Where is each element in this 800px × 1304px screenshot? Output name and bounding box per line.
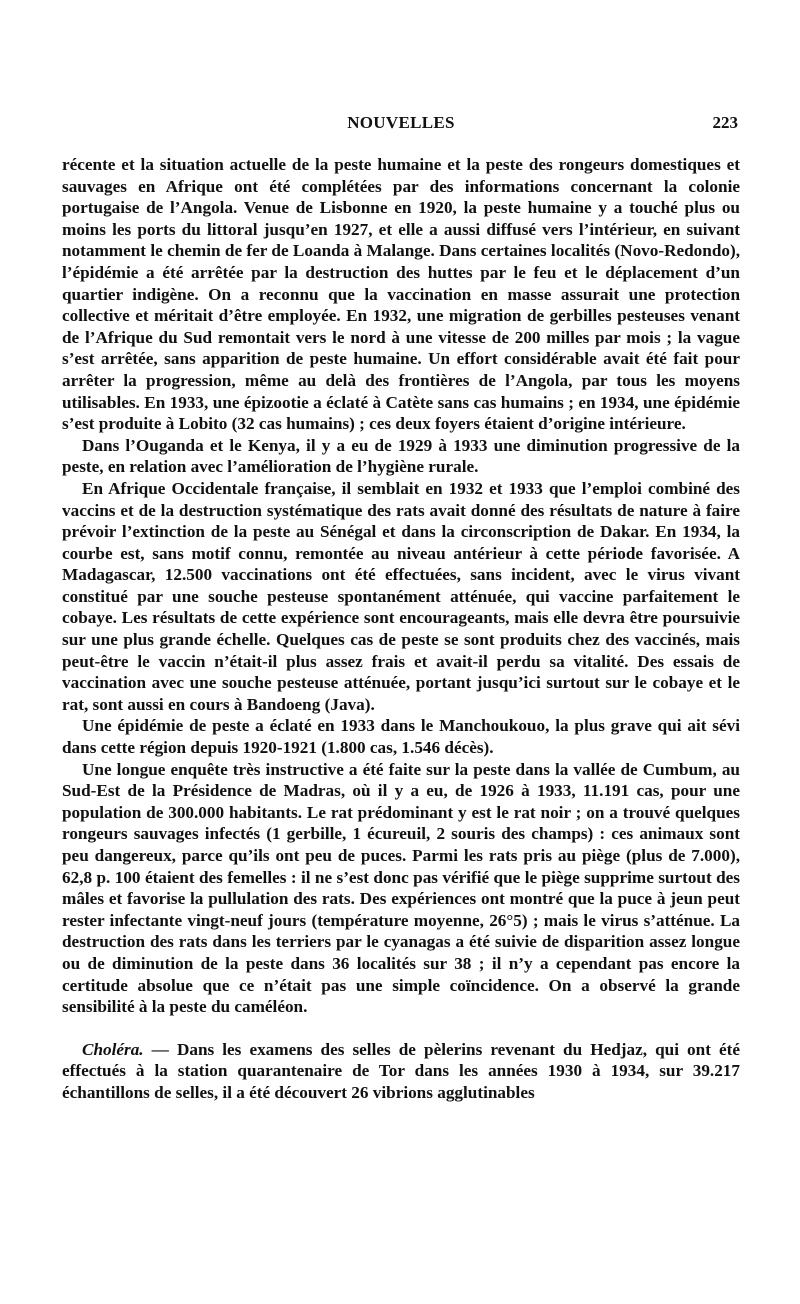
paragraph-cumbum: Une longue enquête très instructive a été faite sur la peste dans la vallée de Cumbum, au Sud-Est de la Présidence de Madras, où il y a eu, de 1926 à 1933, 11.191 cas, pour une population de 300.000 habitants. Le rat prédominant y est le rat noir ; on a trouvé quelques rongeurs sauvages infectés (1 gerbille, 1 écureuil, 2 souris des champs) : ces animaux sont peu dangereux, parce qu’ils ont peu de puces. Parmi les rats pris au piège (plus de 7.000), 62,8 p. 100 étaient des femelles : il ne s’est donc pas vérifié que le piège supprime surtout des mâles et favorise la pullulation des rats. Des expériences ont montré que la puce à jeun peut rester infectante vingt-neuf jours (température moyenne, 26°5) ; mais le virus s’atténue. La destruction des rats dans les terriers par le cyanagas a été suivie de disparition assez longue ou de diminution de la peste dans 36 localités sur 38 ; il n’y a cependant pas encore la certitude absolue que ce n’était pas une simple coïncidence. On a observé la grande sensibilité à la peste du caméléon. [62, 759, 740, 1017]
running-title: NOUVELLES [347, 113, 455, 132]
paragraph-afrique-occidentale: En Afrique Occidentale française, il semblait en 1932 et 1933 que l’emploi combiné des vaccins et de la destruction systématique des rats avait donné des résultats de nature à faire prévoir l’extinction de la peste au Sénégal et dans la circonscription de Dakar. En 1934, la courbe est, sans motif connu, remontée au niveau antérieur à cette période favorisée. A Madagascar, 12.500 vaccinations ont été effectuées, sans incident, avec le virus vivant constitué par une souche pesteuse spontanément atténuée, qui vaccine parfaitement le cobaye. Les résultats de cette expérience sont encourageants, mais elle devra être poursuivie sur une plus grande échelle. Quelques cas de peste se sont produits chez des vaccinés, mais peut-être le vaccin n’était-il plus assez frais et avait-il perdu sa vitalité. Des essais de vaccination avec une souche pesteuse atténuée, portant jusqu’ici surtout sur le cobaye et le rat, sont aussi en cours à Bandoeng (Java). [62, 478, 740, 714]
body-text [62, 154, 740, 1104]
paragraph-ouganda-kenya: Dans l’Ouganda et le Kenya, il y a eu de 1929 à 1933 une diminution progressive de la peste, en relation avec l’amélioration de l’hygiène rurale. [62, 435, 740, 477]
paragraph-angola: récente et la situation actuelle de la peste humaine et la peste des rongeurs domestiques et sauvages en Afrique ont été complétées par des informations concernant la colonie portugaise de l’Angola. Venue de Lisbonne en 1920, la peste humaine y a touché plus ou moins les ports du littoral jusqu’en 1927, et elle a aussi diffusé vers l’intérieur, en suivant notamment le chemin de fer de Loanda à Malange. Dans certaines localités (Novo-Redondo), l’épidémie a été arrêtée par la destruction des huttes par le feu et le déplacement d’un quartier indigène. On a reconnu que la vaccination en masse assurait une protection collective et méritait d’être employée. En 1932, une migration de gerbilles pesteuses venant de l’Afrique du Sud remontait vers le nord à une vitesse de 200 milles par mois ; la vague s’est arrêtée, sans apparition de peste humaine. Un effort considérable avait été fait pour arrêter la progression, même au delà des frontières de l’Angola, par tous les moyens utilisables. En 1933, une épizootie a éclaté à Catète sans cas humains ; en 1934, une épidémie s’est produite à Lobito (32 cas humains) ; ces deux foyers étaient d’origine intérieure. [62, 155, 740, 434]
paragraph-cholera-text: — Dans les examens des selles de pèlerins revenant du Hedjaz, qui ont été effectués à la station quarantenaire de Tor dans les années 1930 à 1934, sur 39.217 échantillons de selles, il a été découvert 26 vibrions agglutinables [62, 1039, 740, 1102]
page-number: 223 [712, 113, 738, 132]
paragraph-manchoukouo: Une épidémie de peste a éclaté en 1933 dans le Manchoukouo, la plus grave qui ait sévi dans cette région depuis 1920-1921 (1.800 cas, 1.546 décès). [62, 716, 740, 758]
section-runin-heading: Choléra. [82, 1039, 144, 1059]
running-head [62, 113, 740, 139]
paragraph-cholera [62, 1039, 740, 1104]
